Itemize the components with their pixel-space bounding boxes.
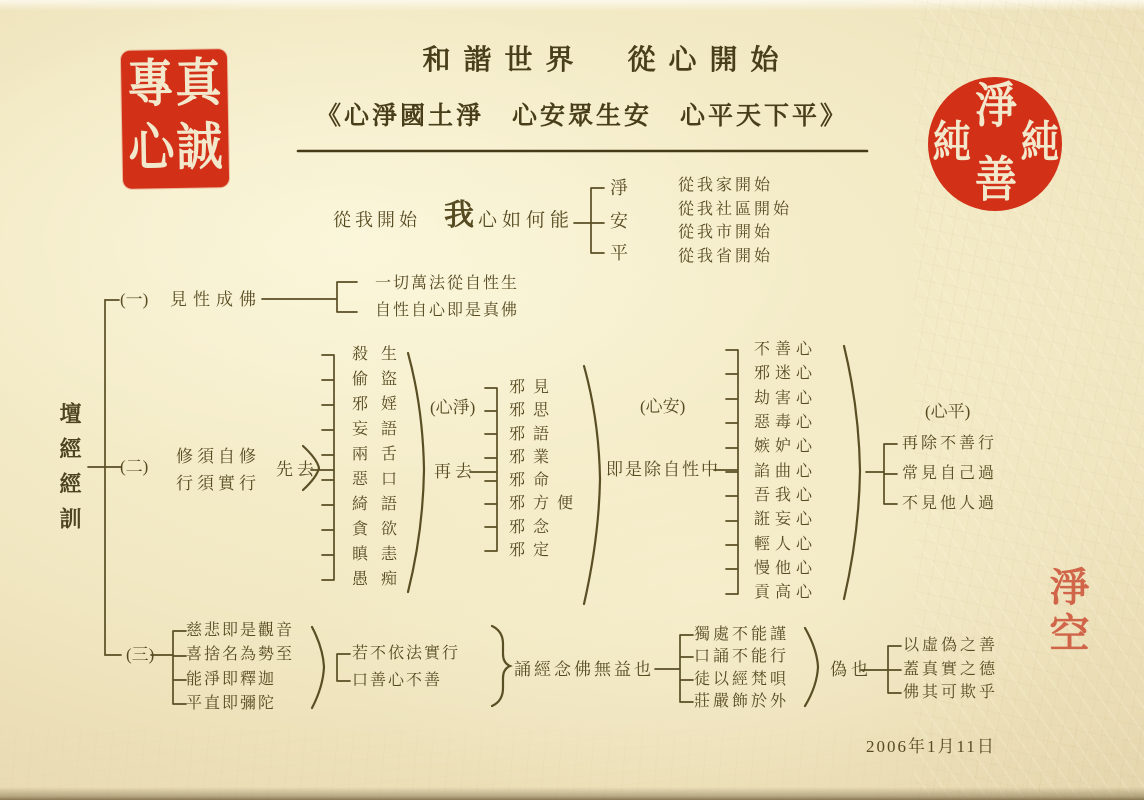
list-item: 從我市開始 — [678, 224, 774, 242]
list-item: 邪思 — [509, 402, 558, 420]
list-item: 平直即彌陀 — [186, 695, 277, 713]
conditions-list — [352, 640, 460, 694]
list-item: 慈悲即是觀音 — [186, 622, 295, 639]
intro-scopes-list — [678, 174, 792, 269]
list-item: 諂曲心 — [754, 462, 818, 480]
list-item: 邪業 — [509, 448, 558, 466]
list-item: 能淨即釋迦 — [186, 670, 277, 688]
list-item: 偷盜 — [352, 371, 411, 388]
list-item: 不善心 — [754, 341, 818, 358]
sages-list — [186, 619, 294, 716]
seal-character: 善 — [975, 151, 1018, 208]
remove-from-self-nature-label: 即是除自性中 — [606, 460, 720, 479]
list-item: 綺語 — [352, 496, 411, 513]
list-item: 愚痴 — [352, 571, 411, 588]
list-item: 自性自心即是真佛 — [375, 302, 520, 319]
section2-practice-line2: 行須實行 — [176, 474, 260, 493]
list-item: 嫉妒心 — [754, 438, 818, 456]
date-label: 2006年1月11日 — [866, 737, 996, 756]
first-remove-label: 先去 — [276, 460, 318, 479]
final-items-list — [902, 429, 997, 519]
list-item: 口善心不善 — [352, 672, 443, 689]
list-item: 貪欲 — [352, 521, 411, 538]
list-item: 不見他人過 — [902, 495, 998, 512]
intro-big-char: 我 — [444, 199, 474, 232]
small-seal-stamp: 淨空 — [1043, 566, 1090, 658]
list-item: 獨處不能謹 — [694, 626, 790, 643]
seal-character: 真 — [174, 51, 222, 114]
list-item: 邪定 — [509, 541, 558, 559]
list-item: 以虛偽之善 — [903, 637, 999, 654]
list-item: 從我社區開始 — [678, 200, 793, 218]
list-item: 喜捨名為勢至 — [186, 646, 295, 664]
list-item: 常見自己過 — [902, 465, 998, 482]
eight-wrongs-list — [509, 376, 581, 562]
state-even-heart: (心平) — [925, 402, 971, 421]
section2-practice-line1: 修須自修 — [176, 447, 260, 466]
page-subtitle: 《心淨國土淨 心安眾生安 心平天下平》 — [315, 103, 848, 130]
state-peaceful-heart: (心安) — [640, 397, 686, 416]
intro-question: 心如何能 — [478, 210, 575, 231]
conclusion-label: 誦經念佛無益也 — [514, 660, 654, 679]
list-item: 從我家開始 — [678, 177, 774, 194]
intro-prefix: 從我開始 — [333, 210, 421, 230]
list-item: 從我省開始 — [678, 248, 774, 266]
tree-root-label: 壇經經訓 — [57, 402, 82, 542]
list-item: 殺生 — [352, 346, 411, 363]
list-item: 惡口 — [352, 471, 411, 488]
round-seal-stamp — [928, 77, 1062, 211]
ten-evils-list — [352, 342, 410, 592]
list-item: 劫害心 — [754, 389, 818, 407]
section1-items-list — [375, 270, 519, 324]
list-item: 邪語 — [509, 425, 558, 443]
list-item: 邪命 — [509, 472, 558, 489]
list-item: 邪婬 — [352, 396, 411, 413]
list-item: 吾我心 — [754, 487, 818, 505]
list-item: 徒以經梵唄 — [694, 670, 790, 688]
seal-character: 專 — [126, 52, 174, 115]
list-item: 平 — [610, 243, 628, 263]
list-item: 邪方便 — [509, 495, 582, 513]
list-item: 貢高心 — [754, 584, 818, 602]
seal-character: 誠 — [175, 115, 224, 178]
list-item: 若不依法實行 — [352, 645, 461, 662]
list-item: 口誦不能行 — [694, 648, 790, 666]
list-item: 一切萬法從自性生 — [375, 275, 520, 292]
seal-character: 純 — [1021, 115, 1060, 168]
section3-number: (三) — [126, 645, 155, 664]
list-item: 邪見 — [509, 379, 558, 396]
list-item: 瞋恚 — [352, 546, 411, 563]
list-item: 莊嚴飾於外 — [694, 693, 790, 711]
list-item: 再除不善行 — [902, 435, 998, 452]
list-item: 慢他心 — [754, 560, 818, 578]
faults-list — [694, 624, 789, 714]
then-remove-label: 再去 — [434, 462, 476, 481]
intro-qualities-list — [610, 172, 628, 270]
minds-list — [754, 338, 817, 606]
section1-title: 見性成佛 — [170, 290, 262, 309]
list-item: 佛其可欺乎 — [903, 684, 999, 702]
seal-character: 淨 — [975, 77, 1018, 134]
verdict-label: 偽也 — [830, 660, 872, 679]
list-item: 輕人心 — [754, 535, 818, 553]
list-item: 邪念 — [509, 518, 558, 536]
list-item: 兩舌 — [352, 446, 411, 463]
main-trunk-bracket — [88, 300, 121, 655]
seal-character: 純 — [933, 115, 972, 168]
list-item: 妄語 — [352, 421, 411, 438]
seal-character: 心 — [127, 116, 176, 179]
list-item: 邪迷心 — [754, 365, 818, 383]
list-item: 安 — [610, 210, 628, 231]
paper-bottom-edge — [0, 787, 1144, 800]
reasons-list — [903, 634, 998, 705]
page-title: 和諧世界 從心開始 — [422, 45, 792, 76]
list-item: 淨 — [610, 178, 628, 198]
list-item: 惡毒心 — [754, 414, 818, 432]
section1-number: (一) — [120, 290, 149, 309]
list-item: 誑妄心 — [754, 511, 818, 529]
list-item: 蓋真實之德 — [903, 660, 999, 678]
state-pure-heart: (心淨) — [430, 398, 476, 417]
section2-number: (二) — [120, 457, 149, 476]
